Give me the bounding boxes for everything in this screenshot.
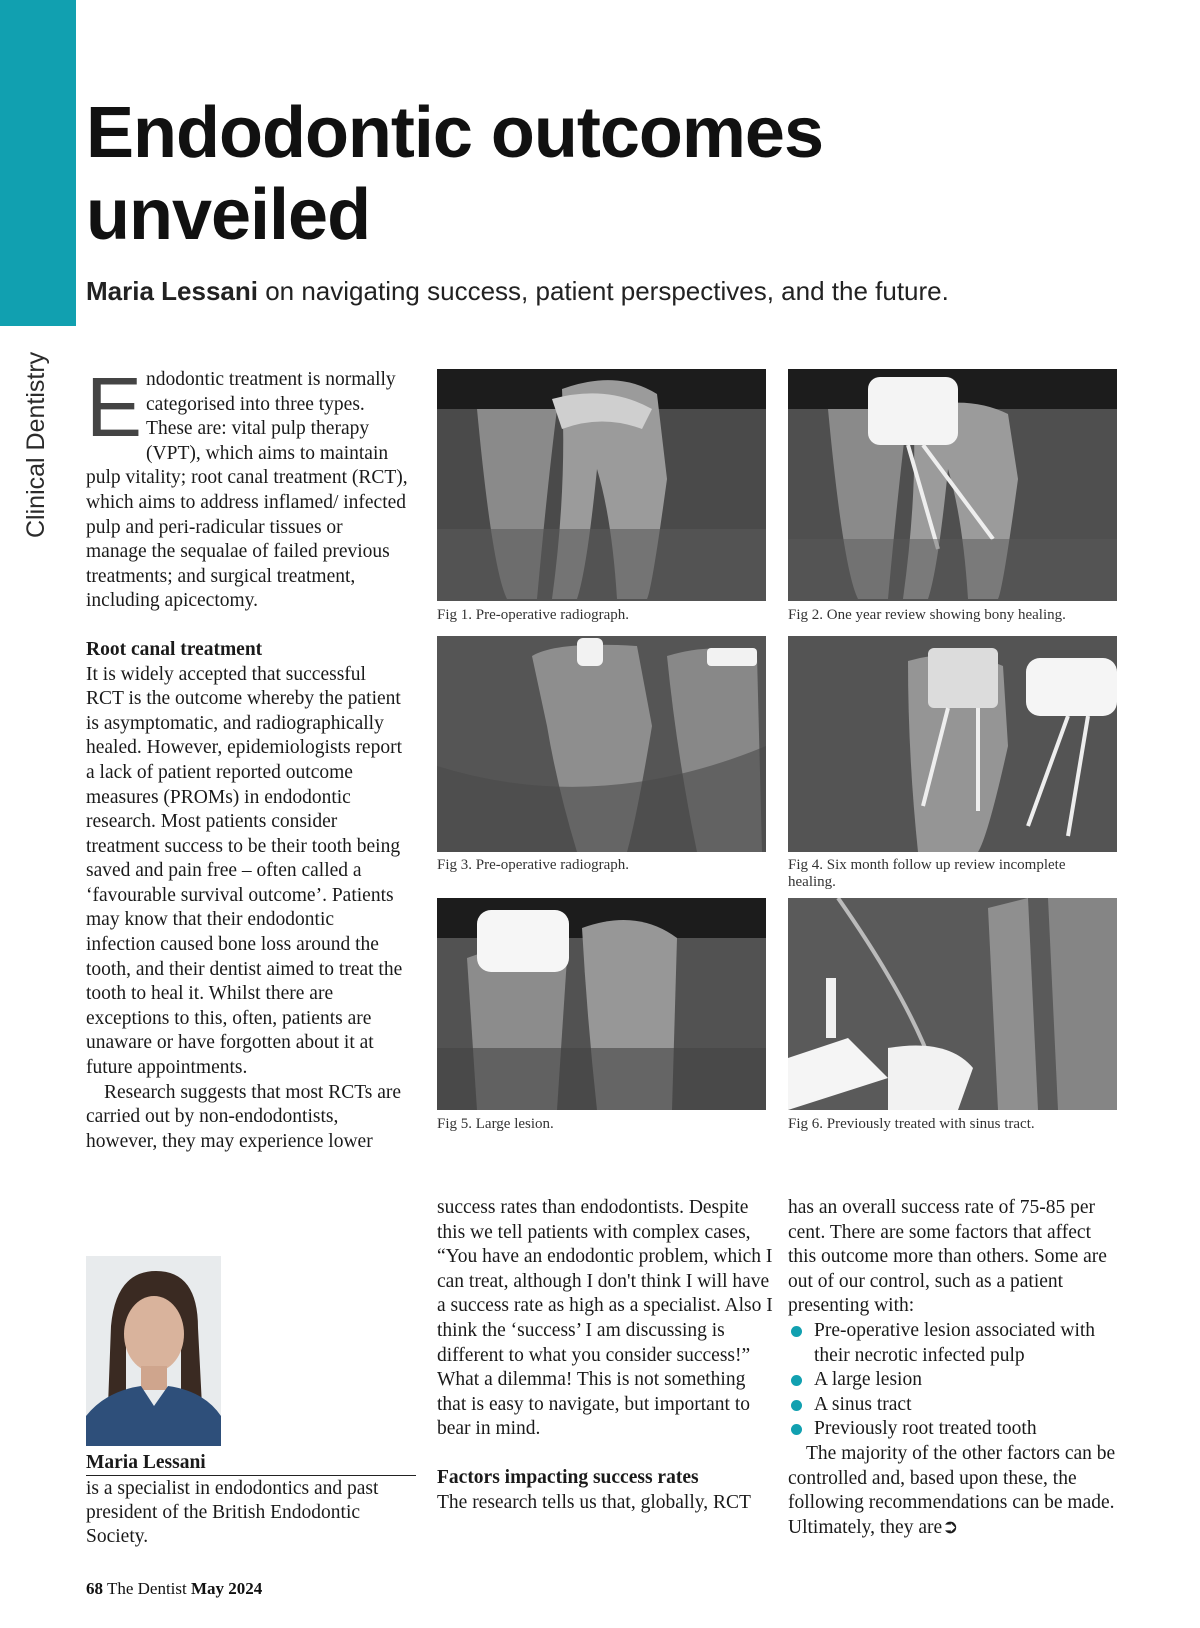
figure-1-radiograph [437, 369, 766, 601]
heading-root-canal: Root canal treatment [86, 638, 263, 660]
subtitle-text: on navigating success, patient perspectives, and the future. [257, 276, 949, 306]
subtitle-author: Maria Lessani [86, 276, 258, 306]
author-photo [86, 1256, 221, 1446]
figure-4-caption: Fig 4. Six month follow up review incomplete healing. [788, 857, 1066, 890]
bullet-dot-icon [791, 1424, 802, 1435]
research-globally-paragraph: The research tells us that, globally, RCT [437, 1491, 751, 1513]
author-name: Maria Lessani [86, 1452, 416, 1476]
bullet-dot-icon [791, 1375, 802, 1386]
list-item: Pre-operative lesion associated with their necrotic infected pulp [788, 1319, 1118, 1368]
drop-cap: E [86, 360, 143, 454]
figure-6-radiograph [788, 898, 1117, 1110]
research-paragraph: Research suggests that most RCTs are carried out by non-endodontists, however, they may experience lower [86, 1081, 402, 1152]
column-3 [788, 1196, 1118, 1540]
issue-date: May 2024 [190, 1579, 263, 1598]
figure-6-caption: Fig 6. Previously treated with sinus tract. [788, 1116, 1035, 1132]
column-1 [86, 360, 408, 1154]
intro-text: ndodontic treatment is normally categorised into three types. These are: vital pulp therapy (VPT), which aims to maintain pulp vitality; root canal treatment (RCT), which aims to address inflamed/ infected pulp and peri-radicular tissues or manage the sequalae of failed previous treatments; and surgical treatment, including apicectomy. [86, 369, 408, 612]
publication-name: The Dentist [103, 1579, 191, 1598]
section-label: Clinical Dentistry [22, 351, 50, 538]
figure-2-radiograph [788, 369, 1117, 601]
risk-factor-list [788, 1319, 1118, 1442]
figure-2-caption: Fig 2. One year review showing bony healing. [788, 607, 1066, 623]
figure-3-caption: Fig 3. Pre-operative radiograph. [437, 857, 630, 873]
article-subtitle [86, 276, 949, 307]
figure-1-caption: Fig 1. Pre-operative radiograph. [437, 607, 630, 623]
author-bio: is a specialist in endodontics and past president of the British Endodontic Society. [86, 1478, 379, 1547]
figure-3-radiograph [437, 636, 766, 852]
figure-4-radiograph [788, 636, 1117, 852]
bullet-dot-icon [791, 1400, 802, 1411]
column-2 [437, 1196, 773, 1515]
figure-5-caption: Fig 5. Large lesion. [437, 1116, 554, 1132]
article-title: Endodontic outcomes unveiled [86, 93, 823, 255]
list-item: A large lesion [788, 1368, 1118, 1393]
heading-factors: Factors impacting success rates [437, 1466, 699, 1488]
intro-paragraph [86, 360, 408, 614]
list-item: A sinus tract [788, 1393, 1118, 1418]
success-rate-paragraph: has an overall success rate of 75-85 per cent. There are some factors that affect this outcome more than others. Some are out of our control, such as a patient presenting with: [788, 1197, 1107, 1317]
recommendations-paragraph: The majority of the other factors can be controlled and, based upon these, the following recommendations can be made. Ultimately, they are➲ [788, 1442, 1116, 1538]
bullet-dot-icon [791, 1326, 802, 1337]
list-item: Previously root treated tooth [788, 1417, 1118, 1442]
section-color-bar [0, 0, 76, 326]
figure-5-radiograph [437, 898, 766, 1110]
page-footer [86, 1579, 262, 1599]
page-number: 68 [86, 1579, 103, 1598]
continue-arrow-icon: ➲ [942, 1516, 959, 1538]
dilemma-paragraph: success rates than endodontists. Despite this we tell patients with complex cases, “You have an endodontic problem, which I can treat, although I don't think I will have a success rate as high as a specialist. Also I think the ‘success’ I am discussing is different to what you consider success!” What a dilemma! This is not something that is easy to navigate, but important to bear in mind. [437, 1197, 773, 1440]
rct-paragraph: It is widely accepted that successful RCT is the outcome whereby the patient is asymptomatic, and radiographically healed. However, epidemiologists report a lack of patient reported outcome measures (PROMs) in endodontic research. Most patients consider treatment success to be their tooth being saved and pain free – often called a ‘favourable survival outcome’. Patients may know that their endodontic infection caused bone loss around the tooth, and their dentist aimed to treat the tooth to heal it. Whilst there are exceptions to this, often, patients are unaware or have forgotten about it at future appointments. [86, 663, 403, 1079]
